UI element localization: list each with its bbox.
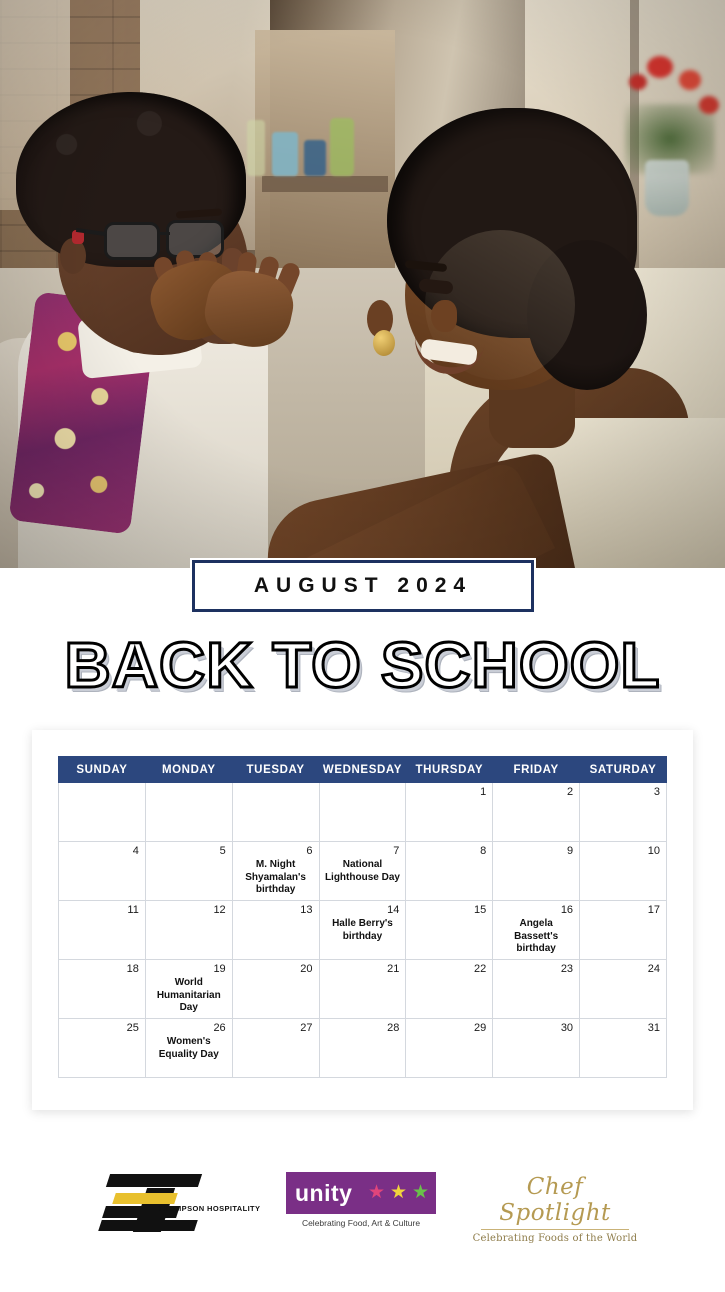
calendar-card [32,730,693,1110]
day-event: National Lighthouse Day [324,859,400,883]
day-number: 8 [480,845,487,857]
day-number: 21 [387,963,400,975]
day-number: 12 [213,904,226,916]
day-number: 27 [300,1022,313,1034]
day-number: 29 [473,1022,487,1034]
star-icon: ★ [368,1182,386,1203]
calendar-day-cell[interactable] [406,901,493,960]
day-number: 6 [306,845,313,857]
calendar-day-cell[interactable] [145,842,232,901]
logo-strip [0,1150,725,1260]
calendar-day-cell[interactable] [232,901,319,960]
day-number: 26 [213,1022,226,1034]
hero-photo [0,0,725,568]
calendar-day-cell[interactable] [493,783,580,842]
weekday-header-friday: FRIDAY [493,757,580,783]
calendar-day-cell[interactable] [580,842,667,901]
calendar-day-cell[interactable] [319,842,406,901]
calendar-day-cell[interactable] [232,783,319,842]
calendar-week-row [59,783,667,842]
day-number: 25 [126,1022,139,1034]
unity-logo-box [286,1172,436,1214]
chef-spotlight-tagline: Celebrating Foods of the World [472,1233,638,1244]
day-number: 23 [560,963,574,975]
day-number: 13 [300,904,313,916]
thompson-hospitality-logo[interactable] [100,1172,261,1234]
calendar-day-cell[interactable] [59,842,146,901]
chef-spotlight-wordmark: Chef Spotlight [499,1174,611,1226]
calendar-day-cell[interactable] [59,783,146,842]
photo-vignette [0,0,725,568]
thompson-mark-stripe [106,1174,202,1187]
thompson-mark-gold-stripe [112,1193,178,1204]
weekday-header-wednesday: WEDNESDAY [319,757,406,783]
day-number: 15 [473,904,487,916]
weekday-header-saturday: SATURDAY [580,757,667,783]
calendar-day-cell[interactable] [319,1019,406,1078]
calendar-day-cell[interactable] [145,1019,232,1078]
day-number: 31 [647,1022,660,1034]
calendar-day-cell[interactable] [580,960,667,1019]
chef-spotlight-logo[interactable] [470,1174,640,1244]
day-number: 20 [300,963,313,975]
calendar-week-row [59,1019,667,1078]
day-number: 4 [132,845,139,857]
calendar-day-cell[interactable] [406,842,493,901]
day-number: 10 [647,845,660,857]
calendar-week-row [59,960,667,1019]
calendar-day-cell[interactable] [580,783,667,842]
calendar-day-cell[interactable] [493,960,580,1019]
unity-wordmark: unity [295,1179,353,1206]
calendar-day-cell[interactable] [232,842,319,901]
thompson-mark-stripe [98,1220,198,1231]
calendar-day-cell[interactable] [319,960,406,1019]
calendar-day-cell[interactable] [59,1019,146,1078]
day-number: 9 [566,845,574,857]
weekday-header-monday: MONDAY [145,757,232,783]
day-event: Halle Berry's birthday [332,918,393,942]
calendar-day-cell[interactable] [406,960,493,1019]
day-event: World Humanitarian Day [156,977,221,1013]
day-number: 22 [473,963,487,975]
weekday-header-sunday: SUNDAY [59,757,146,783]
chef-spotlight-divider [481,1229,629,1230]
hero-scene [0,0,725,568]
day-number: 1 [480,786,487,798]
weekday-header-thursday: THURSDAY [406,757,493,783]
day-number: 17 [647,904,660,916]
calendar-week-row [59,901,667,960]
calendar-day-cell[interactable] [580,901,667,960]
month-label: AUGUST 2024 [253,574,473,597]
calendar-day-cell[interactable] [145,901,232,960]
day-number: 30 [560,1022,574,1034]
page-title-wrapper [0,620,725,710]
day-number: 18 [126,963,139,975]
calendar-day-cell[interactable] [493,1019,580,1078]
calendar-body [59,783,667,1078]
thompson-wordmark: THOMPSON HOSPITALITY [158,1204,261,1213]
day-number: 14 [387,904,400,916]
calendar-table [58,756,667,1078]
day-event: M. Night Shyamalan's birthday [245,859,306,895]
calendar-day-cell[interactable] [145,960,232,1019]
day-number: 24 [647,963,660,975]
weekday-header-tuesday: TUESDAY [232,757,319,783]
unity-tagline: Celebrating Food, Art & Culture [301,1218,421,1228]
unity-logo[interactable] [286,1172,436,1242]
page-title: BACK TO SCHOOL [64,629,661,701]
calendar-day-cell[interactable] [59,901,146,960]
calendar-day-cell[interactable] [145,783,232,842]
calendar-day-cell[interactable] [232,1019,319,1078]
calendar-week-row [59,842,667,901]
calendar-day-cell[interactable] [580,1019,667,1078]
day-event: Angela Bassett's birthday [514,918,559,954]
day-number: 7 [393,845,400,857]
month-banner-box [192,560,534,612]
day-number: 11 [127,904,139,916]
calendar-day-cell[interactable] [406,783,493,842]
day-number: 28 [387,1022,400,1034]
day-number: 16 [560,904,574,916]
calendar-day-cell[interactable] [319,783,406,842]
calendar-day-cell[interactable] [59,960,146,1019]
day-event: Women's Equality Day [158,1036,219,1060]
calendar-day-cell[interactable] [406,1019,493,1078]
day-number: 2 [566,786,574,798]
calendar-day-cell[interactable] [493,901,580,960]
calendar-day-cell[interactable] [232,960,319,1019]
star-icon: ★ [412,1182,430,1203]
month-banner [0,516,725,636]
star-icon: ★ [390,1182,408,1203]
calendar-day-cell[interactable] [493,842,580,901]
day-number: 5 [219,845,226,857]
calendar-header-row [59,757,667,783]
day-number: 19 [213,963,226,975]
day-number: 3 [653,786,660,798]
calendar-day-cell[interactable] [319,901,406,960]
